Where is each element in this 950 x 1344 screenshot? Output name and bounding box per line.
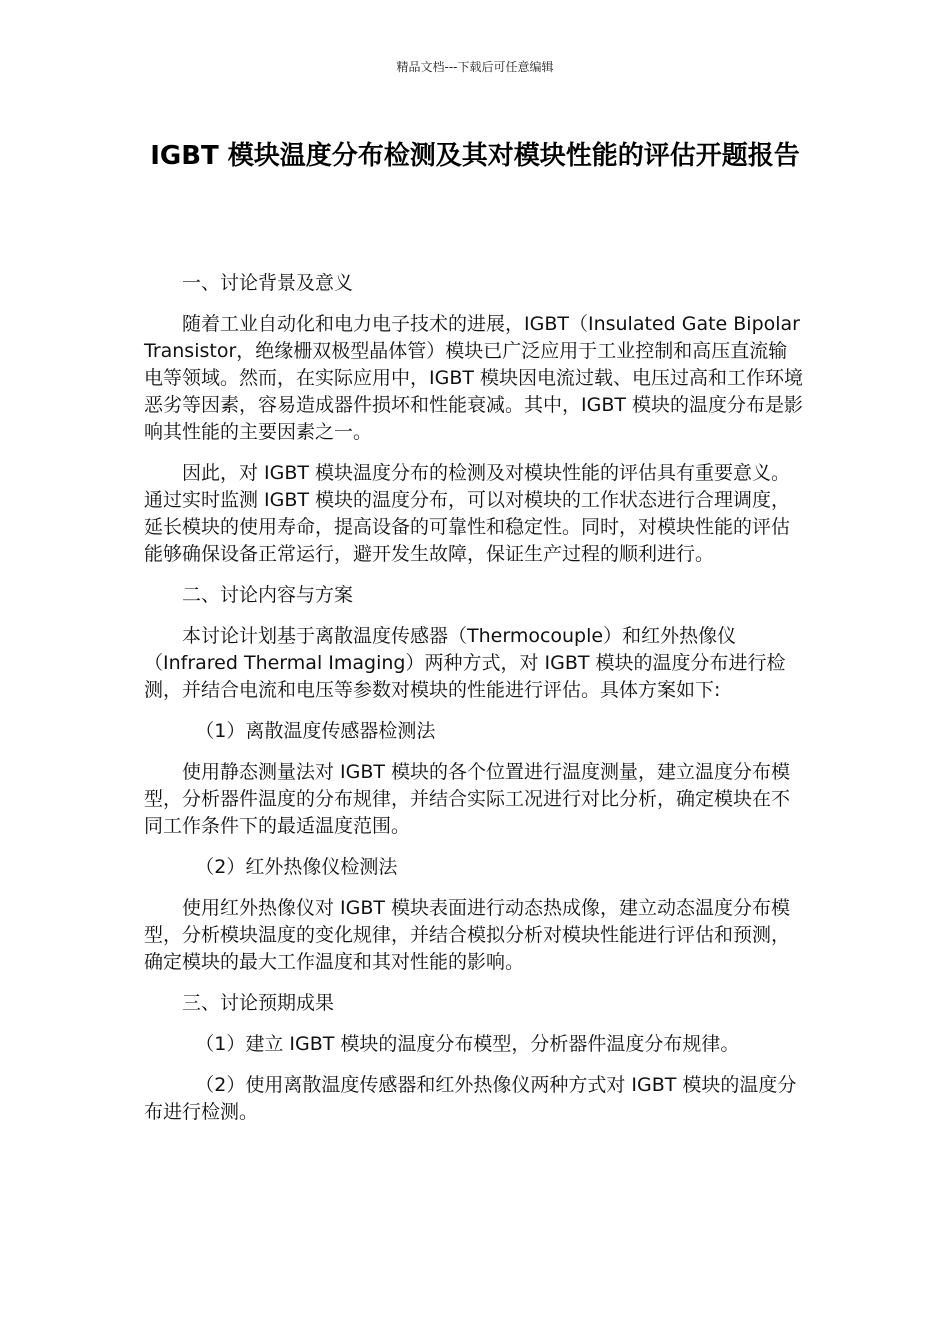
- item-result-2: （2）使用离散温度传感器和红外热像仪两种方式对 IGBT 模块的温度分布进行检测。: [144, 1074, 797, 1123]
- item-infrared-method: （2）红外热像仪检测法: [195, 856, 398, 878]
- section-heading-results: 三、讨论预期成果: [182, 992, 335, 1014]
- section-heading-content: 二、讨论内容与方案: [182, 584, 354, 606]
- document-title: IGBT 模块温度分布检测及其对模块性能的评估开题报告: [150, 141, 800, 171]
- document-body: [144, 270, 806, 1140]
- paragraph-infrared: 使用红外热像仪对 IGBT 模块表面进行动态热成像，建立动态温度分布模型，分析模块温度的变化规律，并结合模拟分析对模块性能进行评估和预测，确定模块的最大工作温度和其对性能的影响。: [144, 897, 791, 973]
- paragraph-background: 随着工业自动化和电力电子技术的进展，IGBT（Insulated Gate Bipolar Transistor，绝缘栅双极型晶体管）模块已广泛应用于工业控制和高压直流输电等领域。然而，在实际应用中，IGBT 模块因电流过载、电压过高和工作环境恶劣等因素，容易造成器件损坏和性能衰减。其中，IGBT 模块的温度分布是影响其性能的主要因素之一。: [144, 313, 804, 443]
- paragraph-plan: 本讨论计划基于离散温度传感器（Thermocouple）和红外热像仪（Infrared Thermal Imaging）两种方式，对 IGBT 模块的温度分布进行检测，并结合电流和电压等参数对模块的性能进行评估。具体方案如下:: [144, 625, 786, 701]
- section-heading-background: 一、讨论背景及意义: [182, 272, 354, 294]
- paragraph-significance: 因此，对 IGBT 模块温度分布的检测及对模块性能的评估具有重要意义。通过实时监测 IGBT 模块的温度分布，可以对模块的工作状态进行合理调度，延长模块的使用寿命，提高设备的可靠性和稳定性。同时，对模块性能的评估能够确保设备正常运行，避开发生故障，保证生产过程的顺利进行。: [144, 462, 791, 565]
- item-thermocouple-method: （1）离散温度传感器检测法: [195, 720, 436, 742]
- page-header: 精品文档---下载后可任意编辑: [396, 60, 554, 74]
- paragraph-thermocouple: 使用静态测量法对 IGBT 模块的各个位置进行温度测量，建立温度分布模型，分析器件温度的分布规律，并结合实际工况进行对比分析，确定模块在不同工作条件下的最适温度范围。: [144, 761, 791, 837]
- item-result-1: （1）建立 IGBT 模块的温度分布模型，分析器件温度分布规律。: [195, 1033, 740, 1055]
